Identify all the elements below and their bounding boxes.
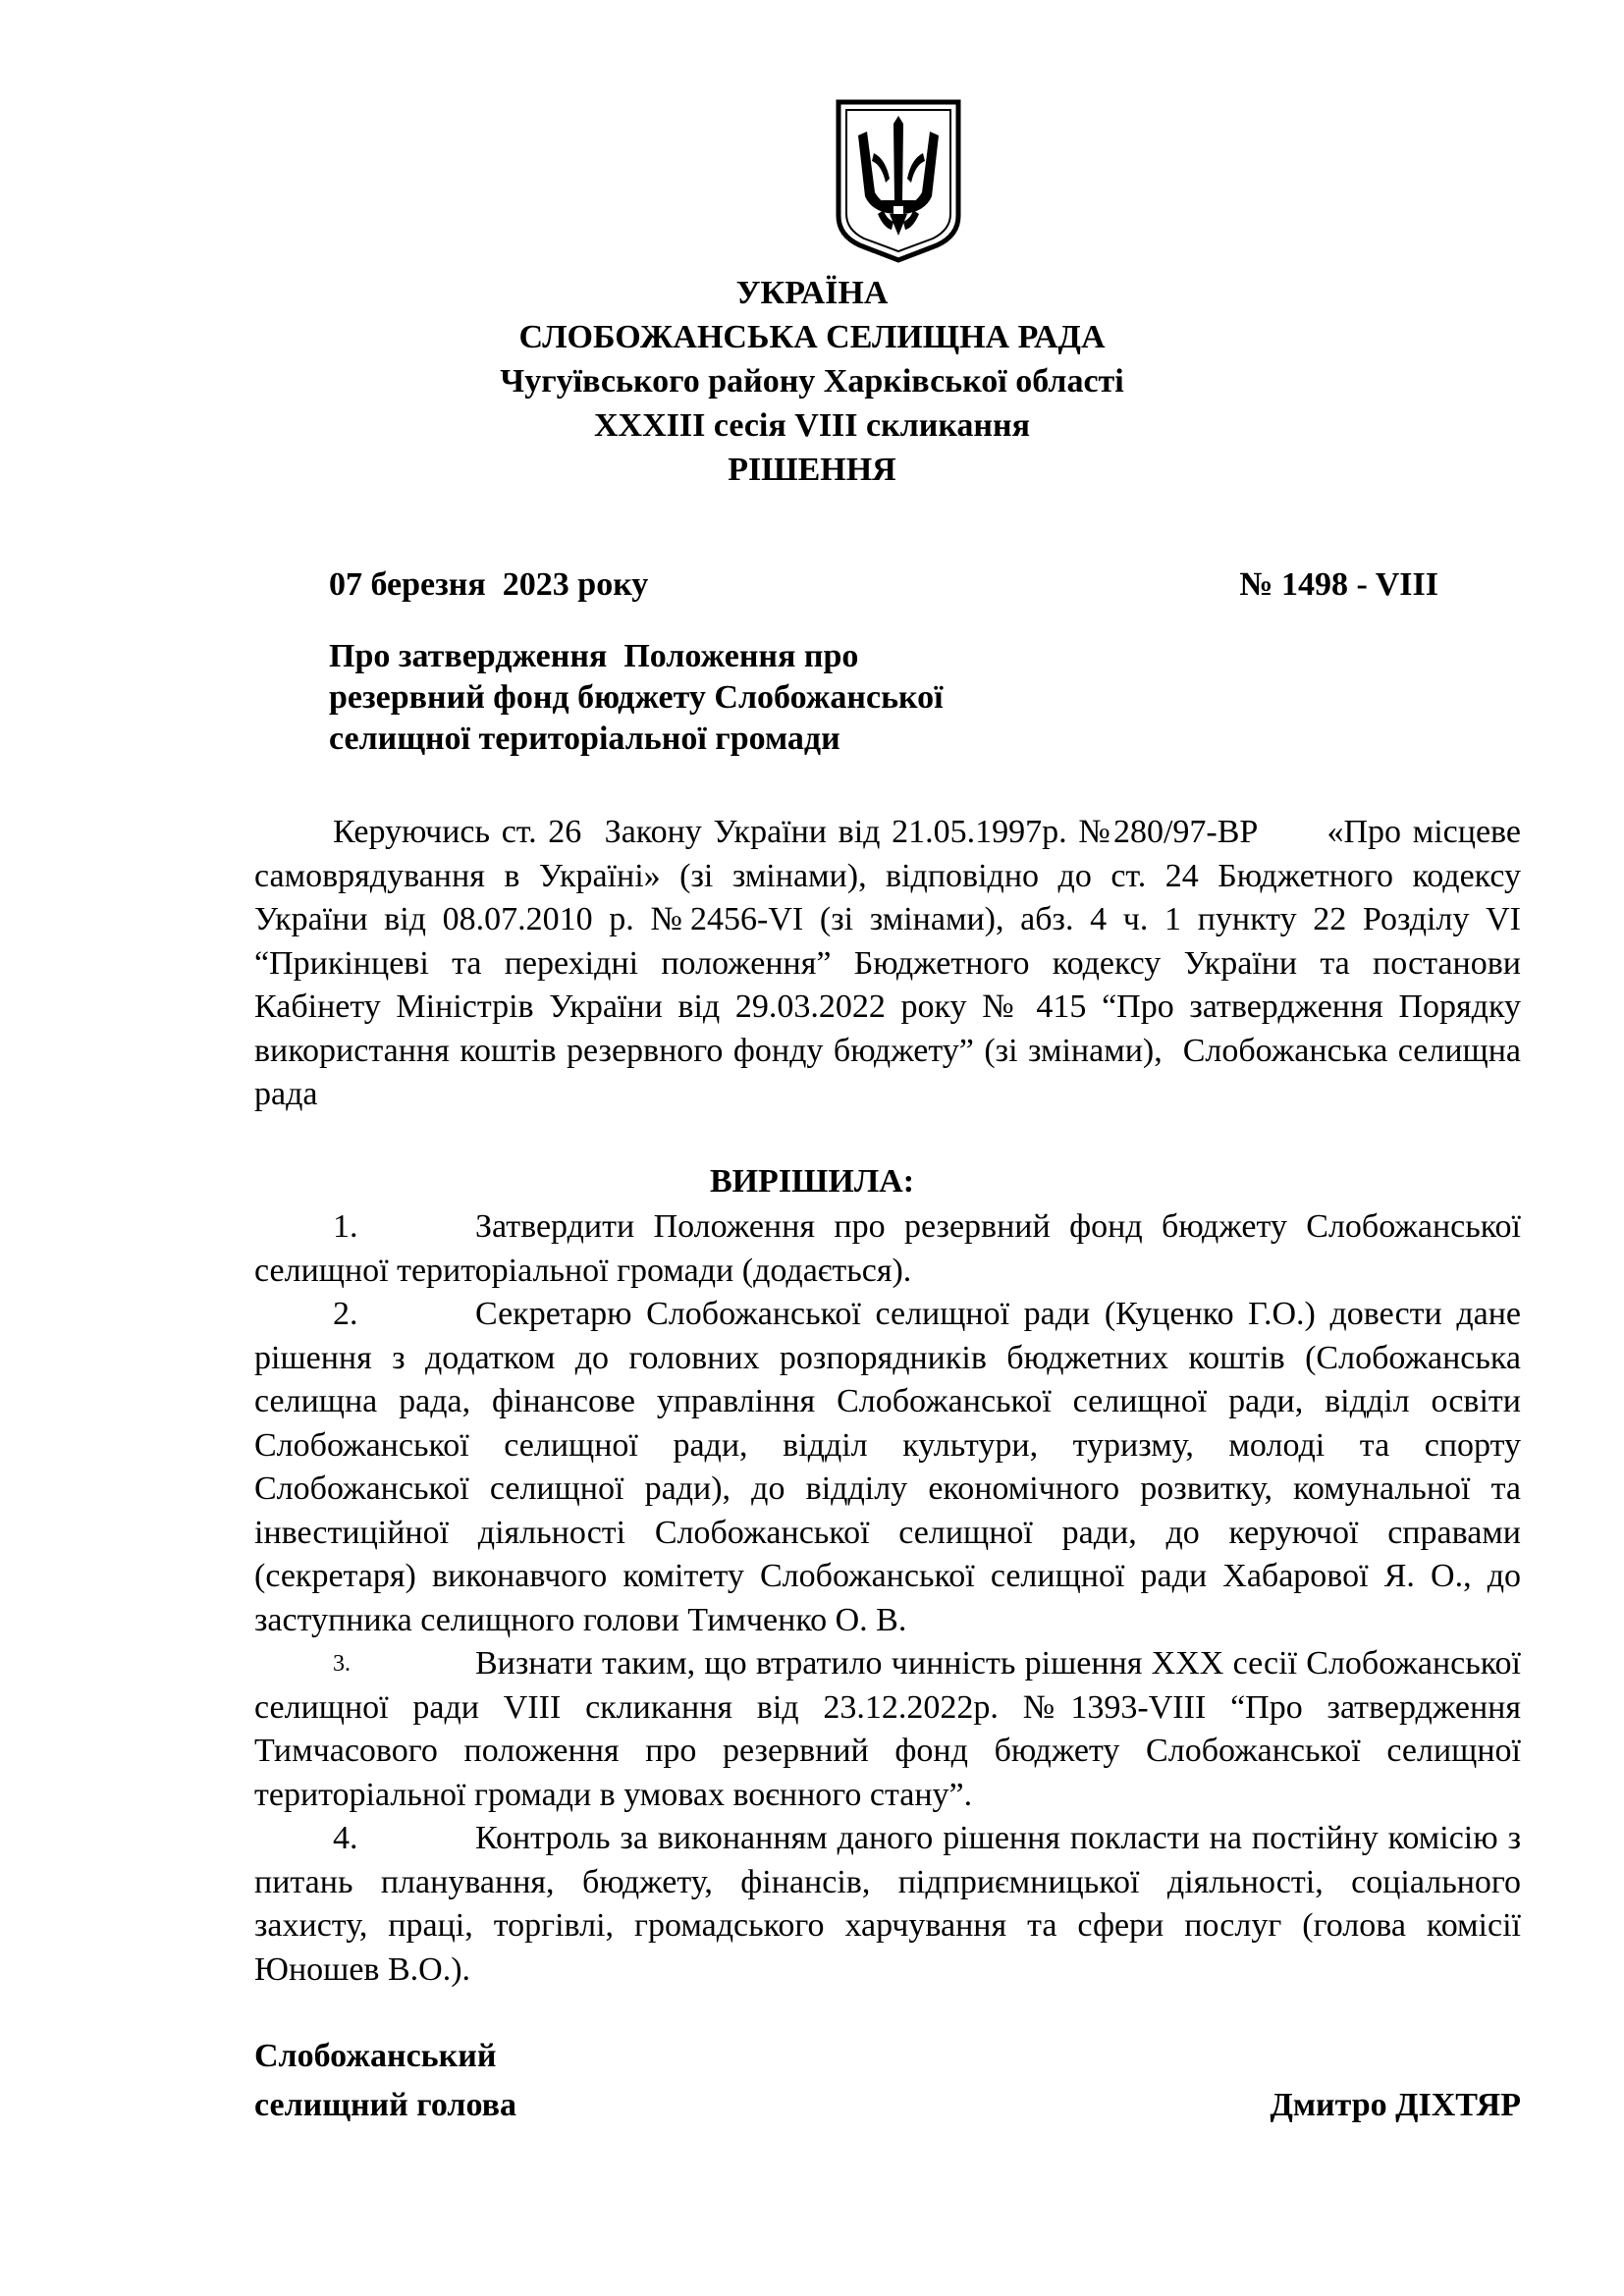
item-number: 2. (333, 1296, 358, 1332)
signatory-title-line: селищний голова (254, 2087, 516, 2123)
resolution-item (254, 1642, 1521, 1817)
signature-block (254, 2032, 1521, 2130)
item-number: 1. (333, 1208, 358, 1245)
item-text: Визнати таким, що втратило чинність рішення XXX сесії Слобожанської селищної ради VIII скликання від 23.12.2022р. №1393-VIII “Про затвердження Тимчасового положення про резервний фонд бюджету Слобожанської селищної територіальної громади в умовах воєнного стану”. (254, 1645, 1521, 1813)
coat-of-arms-trident-icon (835, 98, 962, 263)
resolution-item (254, 1293, 1521, 1642)
preamble-paragraph: Керуючись ст. 26 Закону України від 21.05.1997р. №280/97-ВР «Про місцеве самоврядування в Україні» (зі змінами), відповідно до ст. 24 Бюджетного кодексу України від 08.07.2010 р. №2456-VI (зі змінами), абз. 4 ч. 1 пункту 22 Розділу VI “Прикінцеві та перехідні положення” Бюджетного кодексу України та постанови Кабінету Міністрів України від 29.03.2022 року № 415 “Про затвердження Порядку використання коштів резервного фонду бюджету” (зі змінами), Слобожанська селищна рада (254, 814, 1530, 1112)
header-district: Чугуївського району Харківської області (500, 363, 1124, 400)
item-number: 3. (333, 1651, 351, 1677)
subject-line: селищної територіальної громади (329, 721, 840, 757)
decision-date: 07 березня 2023 року (329, 566, 649, 603)
header-session: XXXIII сесія VIII скликання (593, 407, 1031, 444)
item-text: Контроль за виконанням даного рішення покласти на постійну комісію з питань планування, бюджету, фінансів, підприємницької діяльності, соціального захисту, праці, торгівлі, громадського харчування та сфери послуг (голова комісії Юношев В.О.). (254, 1820, 1521, 1988)
signatory-name: Дмитро ДІХТЯР (1270, 2087, 1521, 2123)
signatory-title-line: Слобожанський (254, 2038, 497, 2074)
decision-subject (329, 636, 1114, 760)
decision-number: № 1498 - VIII (1239, 566, 1438, 603)
header-council: СЛОБОЖАНСЬКА СЕЛИЩНА РАДА (518, 319, 1106, 355)
item-text: Затвердити Положення про резервний фонд бюджету Слобожанської селищної територіальної громади (додається). (254, 1208, 1521, 1289)
subject-line: Про затвердження Положення про (329, 638, 859, 674)
header-country: УКРАЇНА (735, 275, 889, 311)
resolution-items (254, 1205, 1521, 1992)
subject-line: резервний фонд бюджету Слобожанської (329, 679, 944, 716)
item-text: Секретарю Слобожанської селищної ради (Куценко Г.О.) довести дане рішення з додатком до головних розпорядників бюджетних коштів (Слобожанська селищна рада, фінансове управління Слобожанської селищної ради, відділ освіти Слобожанської селищної ради, відділ культури, туризму, молоді та спорту Слобожанської селищної ради), до відділу економічного розвитку, комунальної та інвестиційної діяльності Слобожанської селищної ради, до керуючої справами (секретаря) виконавчого комітету Слобожанської селищної ради Хабарової Я. О., до заступника селищного голови Тимченко О. В. (254, 1296, 1521, 1638)
header-doc-type: РІШЕННЯ (728, 452, 896, 488)
item-number: 4. (333, 1820, 358, 1856)
resolved-heading: ВИРІШИЛА: (709, 1163, 915, 1200)
resolution-item (254, 1817, 1521, 1992)
date-number-line (329, 564, 1438, 606)
resolution-item (254, 1205, 1521, 1293)
